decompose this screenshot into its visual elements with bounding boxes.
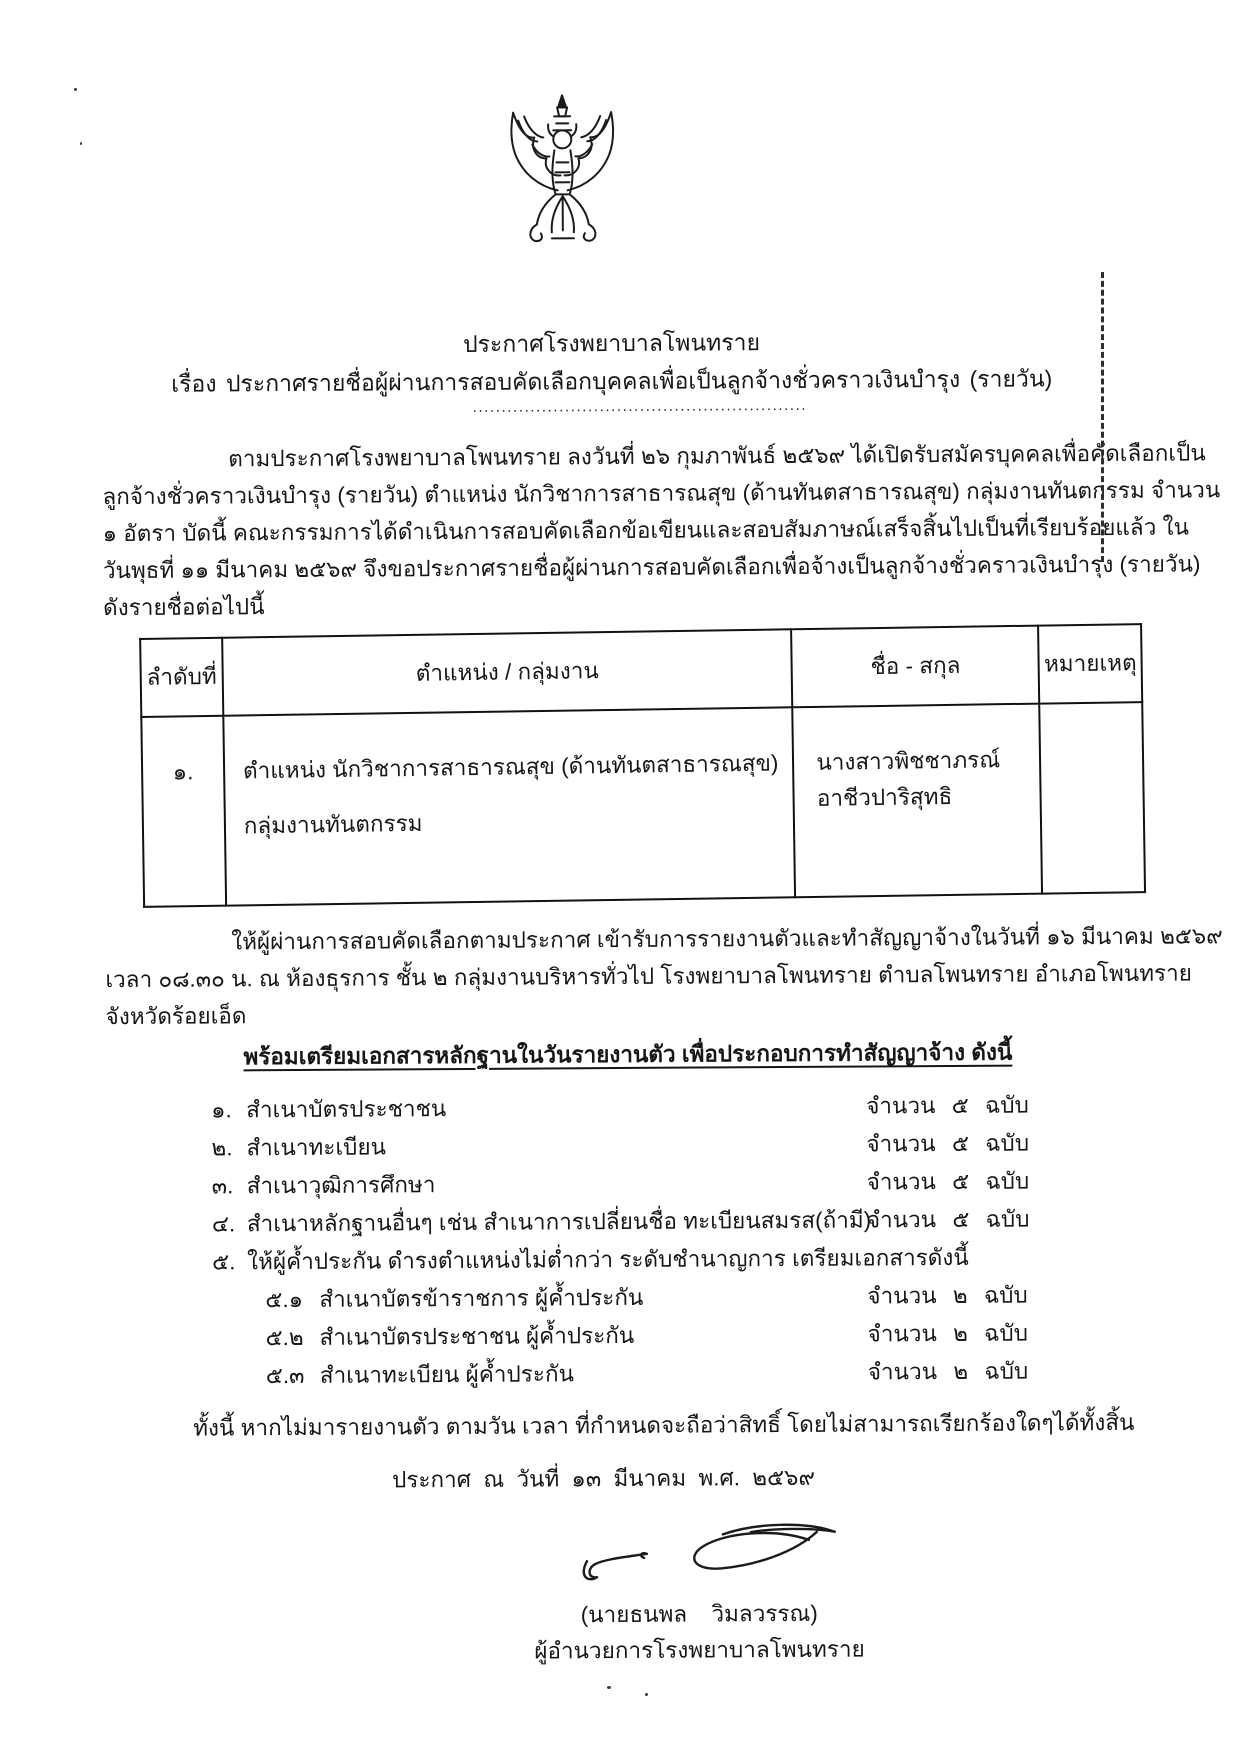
result-table [139,623,1146,908]
item-text: สำเนาบัตรประชาชน [246,1096,447,1123]
closing-remark [108,1404,1148,1447]
scan-speck [607,1686,611,1689]
signer-title: ผู้อำนวยการโรงพยาบาลโพนทราย [534,1636,865,1664]
dotted-divider: .......................................................... [472,396,808,416]
table-row [141,702,1145,907]
paragraph-line: ให้ผู้ผ่านการสอบคัดเลือกตามประกาศ เข้ารับการรายงานตัวและทำสัญญาจ้างในวันที่ ๑๖ มีนาคม ๒๕๖๙ [231,923,1223,955]
documents-list [106,1086,1148,1396]
list-subitem [108,1352,1148,1396]
documents-heading: พร้อมเตรียมเอกสารหลักฐานในวันรายงานตัว เพื่อประกอบการทำสัญญาจ้าง ดังนี้ [243,1039,1013,1070]
item-count: จำนวน ๕ ฉบับ [866,1092,1029,1119]
paragraph-line: ตามประกาศโรงพยาบาลโพนทราย ลงวันที่ ๒๖ กุมภาพันธ์ ๒๕๖๙ ได้เปิดรับสมัครบุคคลเพื่อคัดเลือกเป็น [228,440,1206,472]
item-count: จำนวน ๕ ฉบับ [866,1168,1030,1195]
scan-artifact-line [1101,272,1104,562]
table-header [140,624,1142,717]
col-header-note: หมายเหตุ [1038,624,1142,704]
col-header-position: ตำแหน่ง / กลุ่มงาน [222,629,792,715]
scan-speck [645,1693,648,1696]
list-item [107,1162,1147,1206]
list-item [107,1200,1147,1244]
row-order: ๑. [141,716,226,907]
paragraph-line: จังหวัดร้อยเอ็ด [105,1003,247,1030]
report-instruction-paragraph [105,918,1223,1035]
signer-name: (นายธนพล วิมลวรรณ) [580,1600,818,1628]
item-number: ๔. [211,1211,236,1237]
item-count: จำนวน ๒ ฉบับ [867,1358,1029,1385]
col-header-order: ลำดับที่ [140,638,223,717]
item-text: สำเนาหลักฐานอื่นๆ เช่น สำเนาการเปลี่ยนชื่อ ทะเบียนสมรส(ถ้ามี) [246,1207,872,1237]
list-subitem [107,1314,1147,1358]
announced-date-line: ประกาศ ณ วันที่ ๑๓ มีนาคม พ.ศ. ๒๕๖๙ [391,1464,815,1493]
item-number: ๑. [211,1097,232,1123]
paragraph-line: ดังรายชื่อต่อไปนี้ [103,594,265,621]
announcement-title: ประกาศโรงพยาบาลโพนทราย [462,329,761,357]
list-item [106,1086,1146,1130]
list-item [107,1238,1147,1282]
paragraph-line: ทั้งนี้ หากไม่มารายงานตัว ตามวัน เวลา ที่กำหนดจะถือว่าสิทธิ์ โดยไม่สามารถเรียกร้องใดๆได้ทั้งสิ้น [193,1409,1135,1441]
crown-icon [553,95,571,130]
list-subitem [107,1276,1147,1320]
col-header-name: ชื่อ - สกุล [791,626,1039,708]
item-text: สำเนาวุฒิการศึกษา [246,1172,436,1199]
item-number: ๓. [211,1173,234,1199]
item-text: สำเนาบัตรข้าราชการ ผู้ค้ำประกัน [319,1284,644,1312]
item-text: ให้ผู้ค้ำประกัน ดำรงตำแหน่งไม่ต่ำกว่า ระดับชำนาญการ เตรียมเอกสารดังนี้ [247,1244,969,1275]
item-text: สำเนาทะเบียน ผู้ค้ำประกัน [319,1361,575,1388]
item-number: ๕.๒ [265,1324,304,1351]
item-number: ๕.๑ [265,1286,304,1313]
document-content [100,89,1223,1672]
garuda-emblem [487,92,638,253]
item-number: ๒. [211,1135,233,1161]
tail-claws-icon [530,194,595,241]
scan-speck [80,142,82,145]
row-candidate-name: นางสาวพิชชาภรณ์ อาชีวปาริสุทธิ [793,704,1043,898]
signature-block [479,1519,920,1670]
paragraph-line: ลูกจ้างชั่วคราวเงินบำรุง (รายวัน) ตำแหน่ง นักวิชาการสาธารณสุข (ด้านทันตสาธารณสุข) กลุ่มงานทันตกรรม จำนวน [102,477,1221,510]
item-text: สำเนาทะเบียน [246,1134,387,1161]
item-number: ๕.๓ [265,1362,305,1389]
announcement-subject: เรื่อง ประกาศรายชื่อผู้ผ่านการสอบคัดเลือกบุคคลเพื่อเป็นลูกจ้างชั่วคราวเงินบำรุง (รายวัน) [171,365,1053,397]
paragraph-line: เวลา ๐๘.๓๐ น. ณ ห้องธุรการ ชั้น ๒ กลุ่มงานบริหารทั่วไป โรงพยาบาลโพนทราย ตำบลโพนทราย อำเภอโพนทราย [105,960,1193,993]
item-count: จำนวน ๒ ฉบับ [867,1320,1029,1347]
position-line: ตำแหน่ง นักวิชาการสาธารณสุข (ด้านทันตสาธารณสุข) [242,750,779,784]
item-text: สำเนาบัตรประชาชน ผู้ค้ำประกัน [319,1322,635,1350]
paragraph-line: วันพุธที่ ๑๑ มีนาคม ๒๕๖๙ จึงขอประกาศรายชื่อผู้ผ่านการสอบคัดเลือกเพื่อจ้างเป็นลูกจ้างชั่วคราวเงินบำรุง (รายวัน) [102,551,1201,584]
signature-ink-icon [571,1520,851,1592]
list-item [106,1124,1146,1168]
head-icon [548,124,576,148]
body-icon [552,150,573,194]
row-note [1040,702,1145,894]
intro-paragraph [102,435,1221,626]
position-line: กลุ่มงานทันตกรรม [243,810,423,839]
item-count: จำนวน ๕ ฉบับ [866,1130,1030,1157]
row-position [223,707,795,905]
paragraph-line: ๑ อัตรา บัดนี้ คณะกรรมการได้ดำเนินการสอบคัดเลือกข้อเขียนและสอบสัมภาษณ์เสร็จสิ้นไปเป็นที่เรียบร้อยแล้ว ใน [102,514,1189,547]
item-count: จำนวน ๒ ฉบับ [867,1282,1028,1309]
scan-speck [74,88,77,91]
item-number: ๕. [212,1249,236,1275]
item-count: จำนวน ๕ ฉบับ [866,1206,1030,1233]
